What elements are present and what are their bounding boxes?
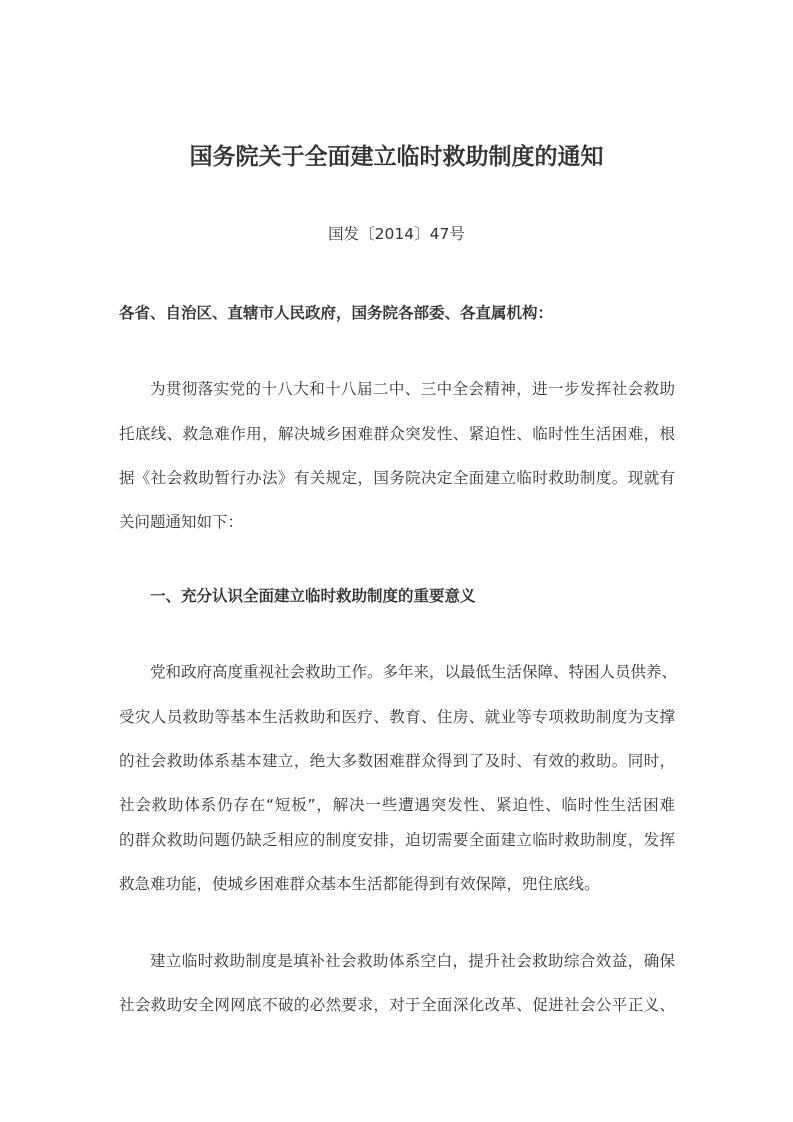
paragraph-2-line-5: 的群众救助问题仍缺乏相应的制度安排，迫切需要全面建立临时救助制度，发挥 [119,831,675,849]
document-title: 国务院关于全面建立临时救助制度的通知 [189,144,604,170]
paragraph-3-line-1: 建立临时救助制度是填补社会救助体系空白，提升社会救助综合效益，确保 [150,952,675,970]
paragraph-2-line-1: 党和政府高度重视社会救助工作。多年来，以最低生活保障、特困人员供养、 [150,663,678,681]
paragraph-2-line-2: 受灾人员救助等基本生活救助和医疗、教育、住房、就业等专项救助制度为支撑 [119,708,675,726]
paragraph-1-line-2: 托底线、救急难作用，解决城乡困难群众突发性、紧迫性、临时性生活困难，根 [119,425,675,443]
paragraph-1-line-3: 据《社会救助暂行办法》有关规定，国务院决定全面建立临时救助制度。现就有 [119,469,675,487]
document-number: 国发〔2014〕47号 [328,225,465,243]
paragraph-1-line-4: 关问题通知如下： [119,513,244,531]
section-1-heading: 一、充分认识全面建立临时救助制度的重要意义 [150,587,476,605]
paragraph-2-line-4: 社会救助体系仍存在“短板”，解决一些遭遇突发性、紧迫性、临时性生活困难 [119,796,675,814]
paragraph-1-line-1: 为贯彻落实党的十八大和十八届二中、三中全会精神，进一步发挥社会救助 [150,380,675,398]
paragraph-2-line-3: 的社会救助体系基本建立，绝大多数困难群众得到了及时、有效的救助。同时， [119,752,675,770]
paragraph-3-line-2: 社会救助安全网网底不破的必然要求，对于全面深化改革、促进社会公平正义、 [119,996,675,1014]
salutation: 各省、自治区、直辖市人民政府，国务院各部委、各直属机构： [119,304,554,322]
paragraph-2-line-6: 救急难功能，使城乡困难群众基本生活都能得到有效保障，兜住底线。 [119,875,600,893]
